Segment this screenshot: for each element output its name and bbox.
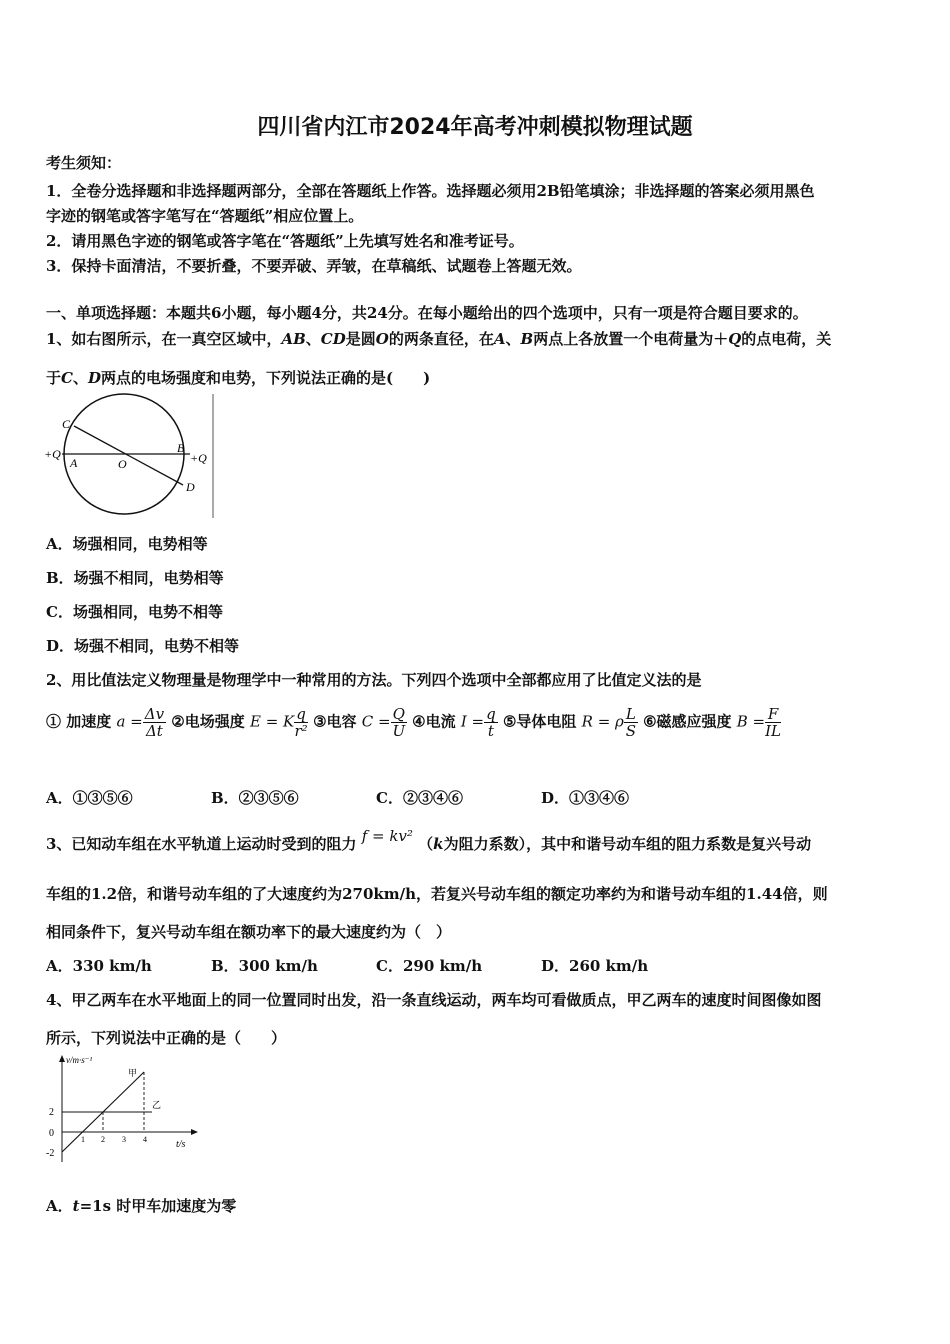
charge-right: +Q (190, 451, 207, 465)
text: 的点电荷，关 (741, 330, 832, 348)
diameter-cd (74, 426, 183, 485)
q1-stem-line2 (46, 367, 430, 388)
y-axis-arrow (59, 1055, 65, 1062)
x-axis-arrow (191, 1129, 198, 1135)
denominator: t (487, 722, 494, 740)
y-axis-label: v/m·s⁻¹ (66, 1055, 93, 1065)
q2-item-label: ① 加速度 (46, 712, 112, 731)
y-tick-label: -2 (46, 1148, 55, 1159)
q2-formula-fraction (484, 706, 498, 739)
text: A． (46, 1197, 73, 1215)
charge-left: +Q (44, 447, 61, 461)
q2-formula-fraction (624, 706, 638, 739)
q2-formula-lhs: I = (460, 712, 485, 731)
denominator: Δt (145, 722, 163, 740)
numerator: Q (392, 705, 405, 723)
q2-formula-fraction (765, 706, 781, 739)
q2-formula-lhs: E = K (249, 712, 295, 731)
text: 3、已知动车组在水平轨道上运动时受到的阻力 (46, 835, 357, 853)
q2-item-label: ③电容 (313, 712, 357, 731)
q2-option: C．②③④⑥ (376, 789, 463, 807)
label-o: O (118, 457, 127, 471)
q2-item-label: ⑤导体电阻 (502, 712, 577, 731)
text: AB (281, 330, 306, 348)
numerator: F (765, 706, 781, 723)
q2-formula-lhs: a = (116, 712, 143, 731)
notice-item: 2．请用黑色字迹的钢笔或答字笔在“答题纸”上先填写姓名和准考证号。 (46, 232, 524, 250)
text: 、 (305, 330, 321, 348)
text: Q (728, 330, 742, 348)
notice-heading: 考生须知： (46, 154, 122, 172)
tick-labels (46, 1107, 147, 1159)
q1-option: C．场强相同，电势不相等 (46, 603, 223, 621)
x-tick-label: 4 (143, 1135, 147, 1144)
text: 是圆 (345, 330, 376, 348)
q2-stem: 2、用比值法定义物理量是物理学中一种常用的方法。下列四个选项中全部都应用了比值定义法的是 (46, 671, 702, 689)
q2-formula-lhs: R = ρ (581, 712, 624, 731)
text: 的两条直径，在 (388, 330, 494, 348)
numerator: q (296, 705, 306, 723)
q2-formula-lhs: B = (736, 712, 766, 731)
page-title: 四川省内江市2024年高考冲刺模拟物理试题 (257, 115, 693, 140)
x-tick-label: 3 (122, 1135, 126, 1144)
x-tick-label: 2 (101, 1135, 105, 1144)
q1-option: A．场强相同，电势相等 (46, 535, 208, 553)
text: 、 (505, 330, 521, 348)
denominator: S (625, 722, 636, 740)
q3-stem-line3: 相同条件下，复兴号动车组在额功率下的最大速度约为（ ） (46, 923, 452, 941)
text: 两点的电场强度和电势，下列说法正确的是( ) (101, 369, 431, 387)
label-d: D (186, 480, 195, 494)
q1-option: B．场强不相同，电势相等 (46, 569, 224, 587)
text: t (72, 1197, 80, 1215)
denominator: IL (765, 722, 781, 740)
notice-item: 字迹的钢笔或答字笔写在“答题纸”相应位置上。 (46, 207, 364, 225)
text: 两点上各放置一个电荷量为＋ (533, 330, 729, 348)
q3-option: C．290 km/h (376, 957, 483, 975)
text: O (375, 330, 389, 348)
q2-item-label: ②电场强度 (171, 712, 245, 731)
text: 为阻力系数），其中和谐号动车组的阻力系数是复兴号动 (443, 835, 812, 853)
q3-stem-line2: 车组的1.2倍，和谐号动车组的了大速度约为270km/h，若复兴号动车组的额定功率约为和谐号动车组的1.44倍，则 (46, 885, 828, 903)
q2-formula-lhs: C = (361, 712, 391, 731)
label-a: A (70, 456, 78, 470)
text: CD (320, 330, 346, 348)
text: （ (418, 835, 434, 853)
label-b: B (177, 441, 185, 455)
q4-stem-line2: 所示，下列说法中正确的是（ ） (46, 1029, 287, 1047)
q2-formula-fraction (391, 706, 407, 739)
denominator: r² (294, 722, 308, 740)
q3-formula: f = kv² (361, 827, 413, 845)
text: B (520, 330, 534, 348)
q4-velocity-time-graph (44, 1052, 204, 1168)
numerator: Δv (144, 705, 165, 723)
q1-stem-line1 (46, 328, 831, 349)
series-yi-label: 乙 (152, 1100, 162, 1110)
text: 1、如右图所示，在一真空区域中， (46, 330, 282, 348)
denominator: U (392, 722, 406, 740)
q3-option: B．300 km/h (211, 957, 318, 975)
q1-circle-figure (40, 390, 220, 520)
x-axis-label: t/s (176, 1139, 186, 1150)
y-tick-label: 0 (49, 1128, 54, 1139)
y-tick-label: 2 (49, 1107, 54, 1118)
q3-stem-line1 (46, 827, 812, 854)
q3-option: D．260 km/h (541, 957, 649, 975)
numerator: L (625, 705, 636, 723)
text: 、 (72, 369, 88, 387)
q2-formula-fraction (294, 706, 308, 739)
q3-option: A．330 km/h (46, 957, 152, 975)
q2-option: A．①③⑤⑥ (46, 789, 133, 807)
text: A (493, 330, 506, 348)
notice-item: 1．全卷分选择题和非选择题两部分，全部在答题纸上作答。选择题必须用2B铅笔填涂；非选择题的答案必须用黑色 (46, 182, 815, 200)
q2-item-label: ⑥磁感应强度 (643, 712, 732, 731)
series-jia-label: 甲 (128, 1068, 138, 1078)
q4-stem-line1: 4、甲乙两车在水平地面上的同一位置同时出发，沿一条直线运动，两车均可看做质点，甲乙两车的速度时间图像如图 (46, 991, 822, 1009)
text: C (61, 369, 73, 387)
q4-option (46, 1195, 236, 1216)
q2-items (46, 706, 781, 739)
text: D (87, 369, 101, 387)
notice-item: 3．保持卡面清洁，不要折叠，不要弄破、弄皱，在草稿纸、试题卷上答题无效。 (46, 257, 582, 275)
q1-option: D．场强不相同，电势不相等 (46, 637, 240, 655)
text: 于 (46, 369, 62, 387)
q2-option: D．①③④⑥ (541, 789, 630, 807)
numerator: q (486, 705, 496, 723)
x-tick-label: 1 (81, 1135, 85, 1144)
label-c: C (62, 417, 71, 431)
text: =1s 时甲车加速度为零 (79, 1197, 237, 1215)
q2-formula-fraction (143, 706, 166, 739)
text: k (433, 835, 444, 853)
section-heading: 一、单项选择题：本题共6小题，每小题4分，共24分。在每小题给出的四个选项中，只有一项是符合题目要求的。 (46, 304, 808, 322)
q2-item-label: ④电流 (412, 712, 456, 731)
q2-option: B．②③⑤⑥ (211, 789, 299, 807)
